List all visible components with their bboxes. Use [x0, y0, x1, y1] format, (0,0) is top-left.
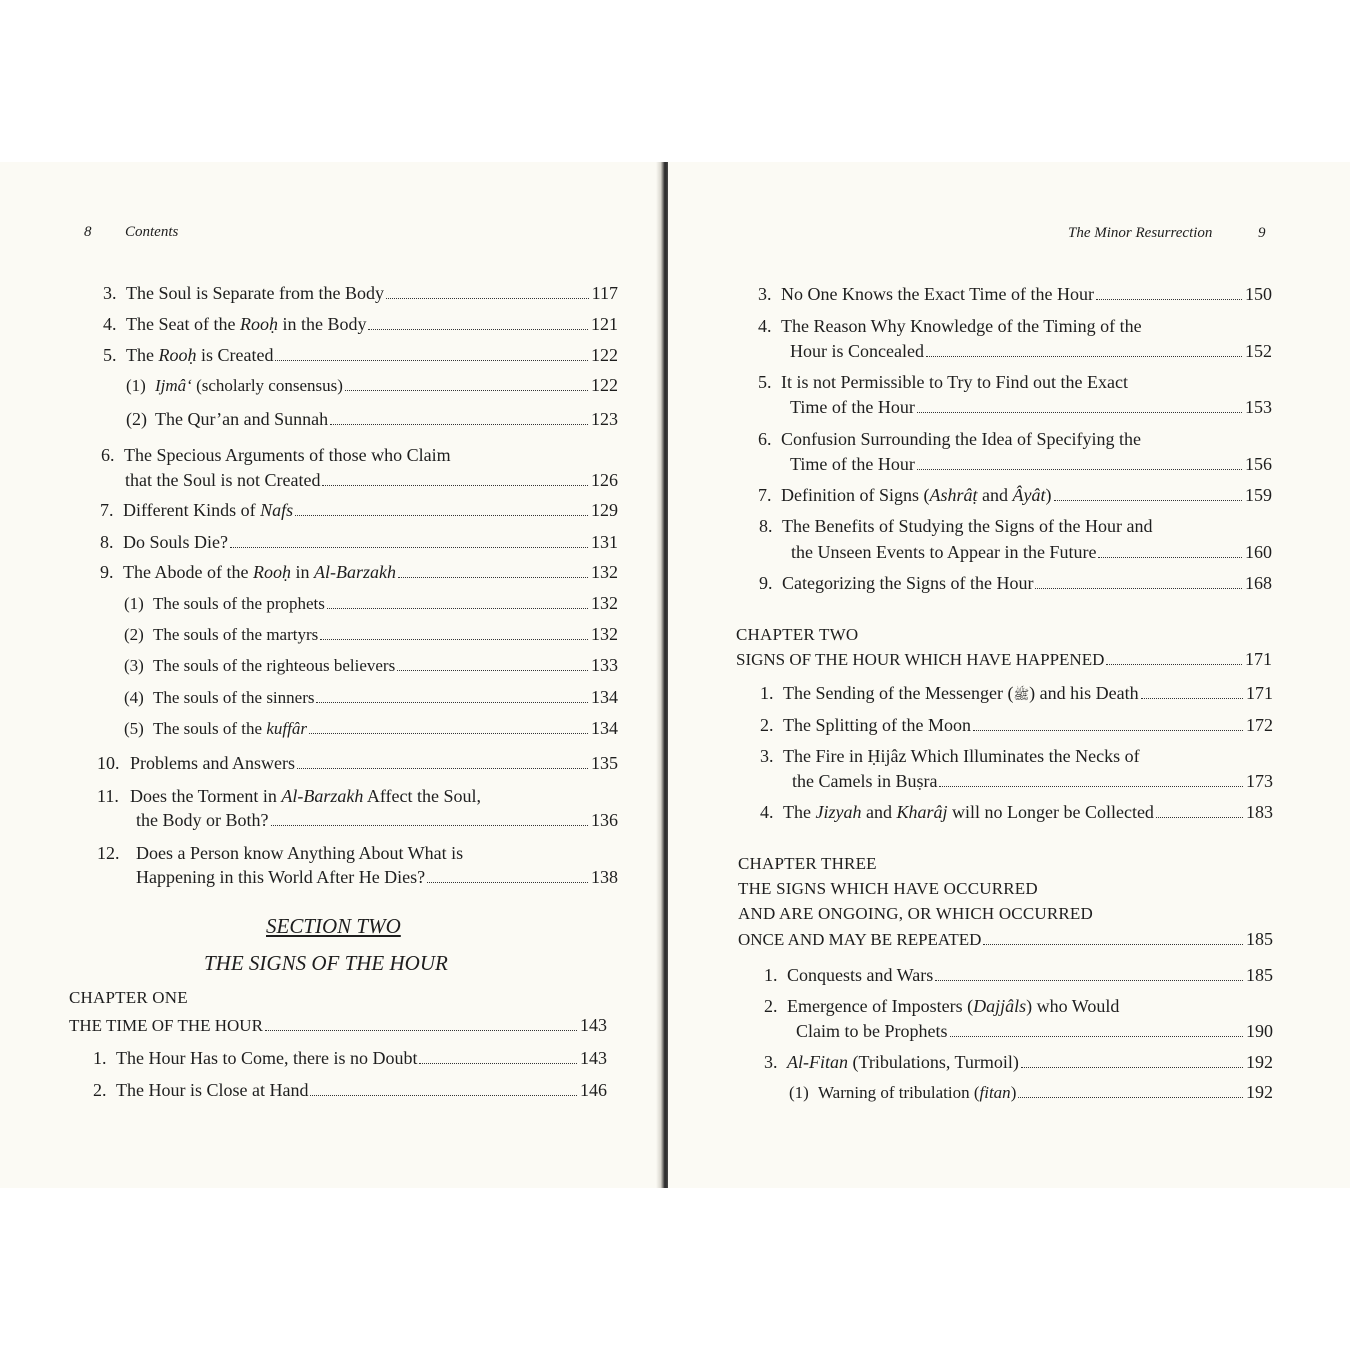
- toc-entry: the Camels in Buṣra 173: [792, 771, 1273, 791]
- dot-leader: [275, 360, 588, 361]
- page-ref: 135: [591, 753, 618, 773]
- toc-subentry: (1) Warning of tribulation (fitan) 192: [789, 1082, 1273, 1102]
- left-running-head: Contents: [125, 224, 179, 240]
- toc-entry: 2. The Hour is Close at Hand 146: [93, 1080, 607, 1100]
- right-page: [668, 162, 1350, 1188]
- dot-leader: [917, 469, 1242, 470]
- toc-entry: 2. The Splitting of the Moon 172: [760, 715, 1273, 735]
- dot-leader: [309, 733, 588, 734]
- toc-entry: 3. No One Knows the Exact Time of the Hour 150: [758, 284, 1272, 304]
- dot-leader: [419, 1063, 577, 1064]
- book-spread: [0, 162, 1350, 1188]
- page-ref: 143: [580, 1015, 607, 1035]
- toc-entry: 1. The Sending of the Messenger (ﷺ) and his Death 171: [760, 683, 1273, 703]
- page-ref: 171: [1246, 683, 1273, 703]
- toc-entry: 4. The Jizyah and Kharâj will no Longer be Collected 183: [760, 802, 1273, 822]
- salutation-glyph: ﷺ: [1013, 687, 1030, 702]
- dot-leader: [320, 639, 588, 640]
- toc-entry-line1: 4. The Reason Why Knowledge of the Timing of the: [758, 316, 1142, 336]
- toc-entry-line1: 6. The Specious Arguments of those who Claim: [101, 445, 451, 465]
- dot-leader: [265, 1030, 577, 1031]
- toc-entry: Hour is Concealed 152: [790, 341, 1272, 361]
- toc-entry: 4. The Seat of the Rooḥ in the Body 121: [103, 314, 618, 334]
- page-ref: 122: [591, 345, 618, 365]
- dot-leader: [330, 424, 588, 425]
- page-ref: 192: [1246, 1052, 1273, 1072]
- toc-entry: Time of the Hour 156: [790, 454, 1272, 474]
- section-title: SECTION TWO: [266, 914, 401, 938]
- toc-entry: 9. The Abode of the Rooḥ in Al-Barzakh 132: [100, 562, 618, 582]
- dot-leader: [1054, 500, 1242, 501]
- dot-leader: [1156, 817, 1243, 818]
- page-ref: 138: [591, 867, 618, 887]
- dot-leader: [1098, 557, 1242, 558]
- chapter-label: CHAPTER ONE: [69, 988, 188, 1007]
- page-ref: 134: [591, 718, 618, 738]
- dot-leader: [926, 356, 1242, 357]
- page-ref: 134: [591, 687, 618, 707]
- page-ref: 117: [591, 283, 618, 303]
- page-ref: 152: [1245, 341, 1272, 361]
- toc-subentry: (2) The Qur’an and Sunnah 123: [126, 409, 618, 429]
- toc-entry-line1: 11. Does the Torment in Al-Barzakh Affect the Soul,: [97, 786, 482, 806]
- page-ref: 126: [591, 470, 618, 490]
- toc-entry: 5. The Rooḥ is Created 122: [103, 345, 618, 365]
- toc-subentry: (2) The souls of the martyrs 132: [124, 624, 618, 644]
- toc-subentry: (1) The souls of the prophets 132: [124, 593, 618, 613]
- dot-leader: [1021, 1067, 1243, 1068]
- toc-entry: 9. Categorizing the Signs of the Hour 168: [759, 573, 1272, 593]
- dot-leader: [297, 768, 588, 769]
- right-page-number: 9: [1258, 225, 1266, 241]
- dot-leader: [1141, 698, 1243, 699]
- dot-leader: [271, 825, 589, 826]
- toc-entry: the Body or Both? 136: [136, 810, 618, 830]
- page-ref: 121: [591, 314, 618, 334]
- page-ref: 159: [1245, 485, 1272, 505]
- chapter-title: ONCE AND MAY BE REPEATED 185: [738, 929, 1273, 949]
- page-ref: 136: [591, 810, 618, 830]
- toc-entry: 3. The Soul is Separate from the Body 117: [103, 283, 618, 303]
- dot-leader: [950, 1036, 1244, 1037]
- page-ref: 143: [580, 1048, 607, 1068]
- toc-entry: Claim to be Prophets 190: [796, 1021, 1273, 1041]
- chapter-label: CHAPTER THREE: [738, 854, 877, 873]
- dot-leader: [935, 980, 1243, 981]
- toc-entry-line1: 5. It is not Permissible to Try to Find out the Exact: [758, 372, 1129, 392]
- dot-leader: [1035, 588, 1242, 589]
- page-ref: 173: [1246, 771, 1273, 791]
- dot-leader: [316, 702, 588, 703]
- toc-subentry: (1) Ijmâ‘ (scholarly consensus) 122: [126, 375, 618, 395]
- page-ref: 146: [580, 1080, 607, 1100]
- page-ref: 133: [591, 655, 618, 675]
- toc-entry: 7. Definition of Signs (Ashrâṭ and Âyât) 159: [758, 485, 1272, 505]
- toc-entry: 7. Different Kinds of Nafs 129: [100, 500, 618, 520]
- toc-subentry: (3) The souls of the righteous believers 133: [124, 655, 618, 675]
- toc-entry: 1. The Hour Has to Come, there is no Doubt 143: [93, 1048, 607, 1068]
- dot-leader: [1106, 664, 1242, 665]
- dot-leader: [322, 485, 588, 486]
- chapter-title: THE TIME OF THE HOUR 143: [69, 1015, 607, 1035]
- chapter-title-line: THE SIGNS WHICH HAVE OCCURRED: [738, 879, 1038, 898]
- dot-leader: [397, 670, 588, 671]
- dot-leader: [327, 608, 588, 609]
- dot-leader: [917, 412, 1242, 413]
- chapter-label: CHAPTER TWO: [736, 625, 859, 644]
- page-ref: 183: [1246, 802, 1273, 822]
- dot-leader: [939, 786, 1243, 787]
- toc-entry: 1. Conquests and Wars 185: [764, 965, 1273, 985]
- dot-leader: [295, 515, 588, 516]
- page-ref: 156: [1245, 454, 1272, 474]
- toc-subentry: (5) The souls of the kuffâr 134: [124, 718, 618, 738]
- left-page: [0, 162, 662, 1188]
- page-ref: 190: [1246, 1021, 1273, 1041]
- page-ref: 172: [1246, 715, 1273, 735]
- toc-entry: 3. Al-Fitan (Tribulations, Turmoil) 192: [764, 1052, 1273, 1072]
- toc-entry: Time of the Hour 153: [790, 397, 1272, 417]
- page-ref: 132: [591, 593, 618, 613]
- dot-leader: [386, 298, 589, 299]
- toc-entry: 10. Problems and Answers 135: [97, 753, 618, 773]
- dot-leader: [310, 1095, 577, 1096]
- toc-entry-line1: 2. Emergence of Imposters (Dajjâls) who Would: [764, 996, 1120, 1016]
- toc-subentry: (4) The souls of the sinners 134: [124, 687, 618, 707]
- dot-leader: [1018, 1097, 1243, 1098]
- dot-leader: [345, 390, 588, 391]
- toc-entry: 8. Do Souls Die? 131: [100, 532, 618, 552]
- toc-entry: the Unseen Events to Appear in the Future 160: [791, 542, 1272, 562]
- dot-leader: [427, 882, 588, 883]
- dot-leader: [230, 547, 588, 548]
- dot-leader: [398, 577, 588, 578]
- page-ref: 132: [591, 624, 618, 644]
- page-ref: 171: [1245, 649, 1272, 669]
- dot-leader: [973, 730, 1243, 731]
- section-subtitle: THE SIGNS OF THE HOUR: [204, 951, 448, 975]
- page-ref: 131: [591, 532, 618, 552]
- chapter-title: SIGNS OF THE HOUR WHICH HAVE HAPPENED 171: [736, 649, 1272, 669]
- left-page-number: 8: [84, 224, 92, 240]
- toc-entry-line1: 12. Does a Person know Anything About What is: [97, 843, 464, 863]
- page-ref: 160: [1245, 542, 1272, 562]
- page-ref: 132: [591, 562, 618, 582]
- dot-leader: [1096, 299, 1242, 300]
- dot-leader: [368, 329, 588, 330]
- page-ref: 150: [1245, 284, 1272, 304]
- page-ref: 122: [591, 375, 618, 395]
- page-ref: 129: [591, 500, 618, 520]
- toc-entry: that the Soul is not Created 126: [125, 470, 618, 490]
- page-ref: 153: [1245, 397, 1272, 417]
- chapter-title-line: AND ARE ONGOING, OR WHICH OCCURRED: [738, 904, 1093, 923]
- page-ref: 168: [1245, 573, 1272, 593]
- toc-entry: Happening in this World After He Dies? 138: [136, 867, 618, 887]
- toc-entry-line1: 8. The Benefits of Studying the Signs of the Hour and: [759, 516, 1153, 536]
- dot-leader: [983, 944, 1243, 945]
- page-ref: 123: [591, 409, 618, 429]
- toc-entry-line1: 6. Confusion Surrounding the Idea of Specifying the: [758, 429, 1141, 449]
- page-ref: 192: [1246, 1082, 1273, 1102]
- toc-entry-line1: 3. The Fire in Ḥijâz Which Illuminates the Necks of: [760, 746, 1140, 766]
- page-ref: 185: [1246, 929, 1273, 949]
- right-running-head: The Minor Resurrection: [1068, 225, 1213, 241]
- page-ref: 185: [1246, 965, 1273, 985]
